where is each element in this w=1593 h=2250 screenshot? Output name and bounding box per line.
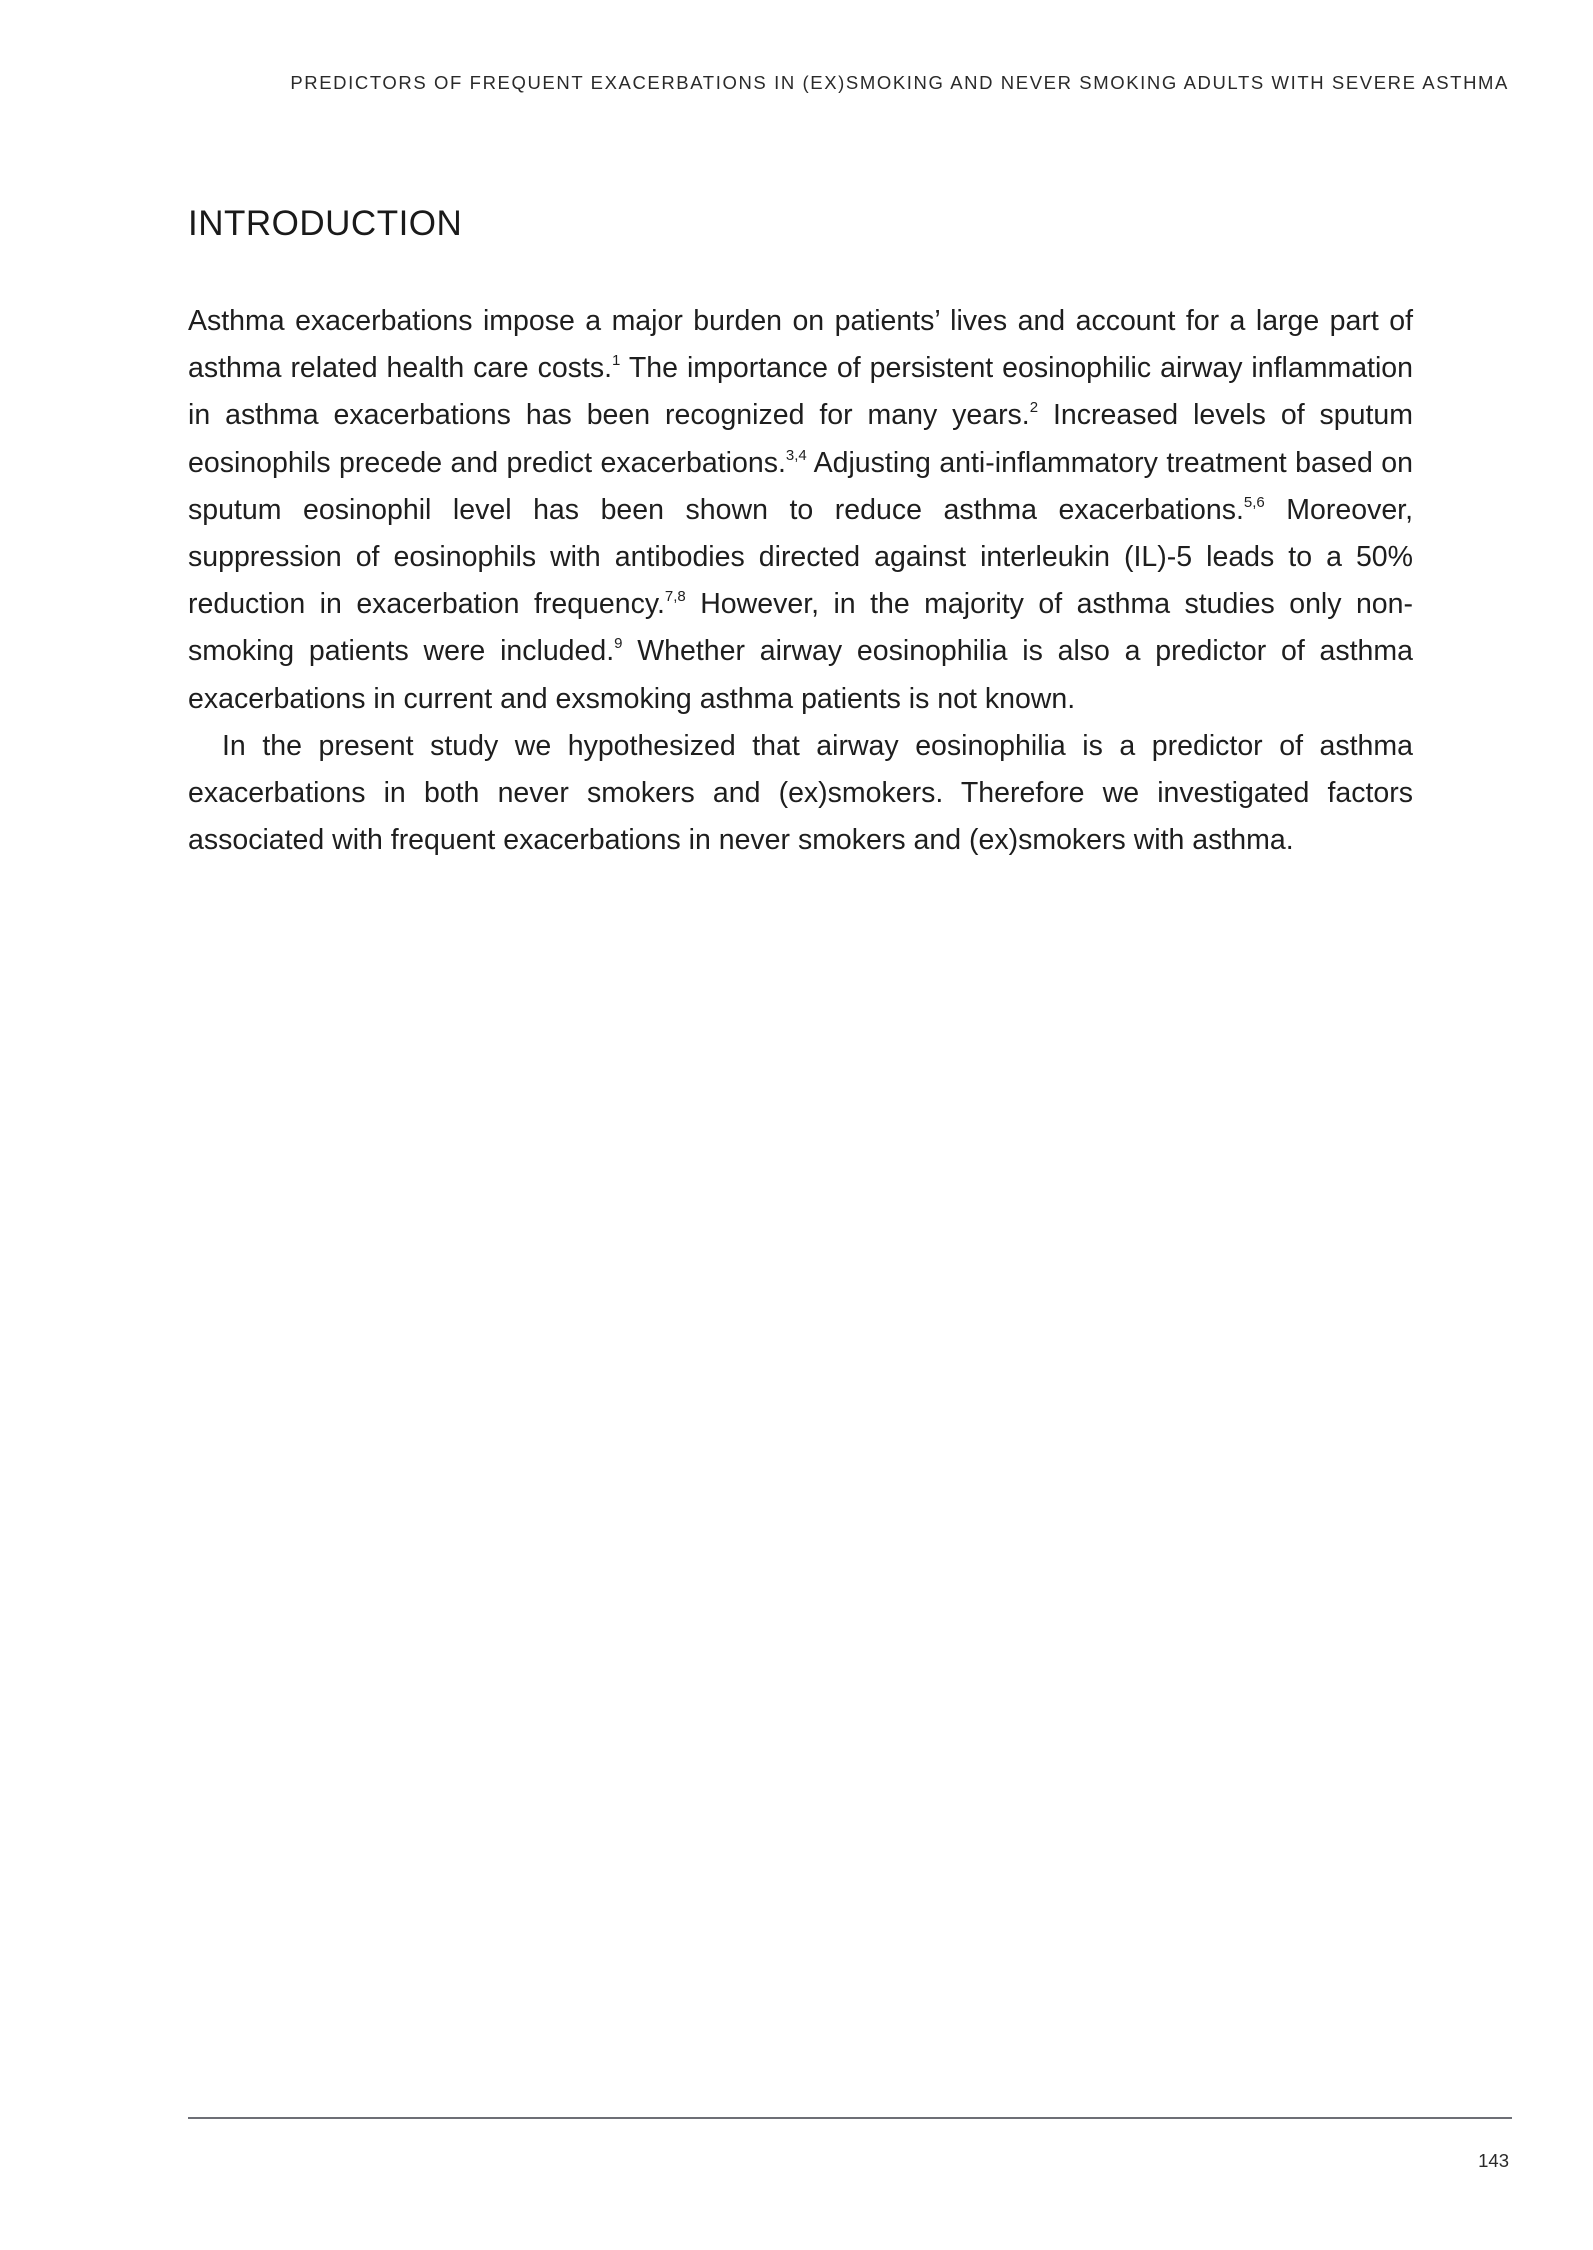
sentence-3: Increased levels of sputum eosinophils precede and predict exacerbations. <box>188 399 1413 479</box>
citation-ref: 9 <box>614 635 623 653</box>
citation-ref: 5,6 <box>1243 493 1265 511</box>
sentence-7: Whether airway eosinophilia is also a predictor of asthma exacerbations in current and exsmoking asthma patients is not known. <box>188 635 1413 715</box>
sentence-1: Asthma exacerbations impose a major burden on patients’ lives and account for a large part of asthma related health care costs. <box>188 305 1413 385</box>
body-text <box>188 298 1413 864</box>
citation-ref: 2 <box>1029 399 1039 417</box>
footer-divider <box>188 2117 1512 2119</box>
citation-ref: 7,8 <box>664 588 686 606</box>
sentence-6: However, in the majority of asthma studies only non-smoking patients were included. <box>188 588 1413 668</box>
citation-ref: 3,4 <box>785 446 807 464</box>
citation-ref: 1 <box>612 352 621 370</box>
page-number: 143 <box>1478 2150 1509 2171</box>
paragraph-1 <box>188 298 1413 723</box>
sentence-5: Moreover, suppression of eosinophils with antibodies directed against interleukin (IL)-5 leads to a 50% reduction in exacerbation frequency. <box>188 493 1414 621</box>
paragraph-2: In the present study we hypothesized that airway eosinophilia is a predictor of asthma exacerbations in both never smokers and (ex)smokers. Therefore we investigated factors associated with frequent exacerbations in never smokers and (ex)smokers with asthma. <box>188 729 1413 857</box>
sentence-4: Adjusting anti-inflammatory treatment based on sputum eosinophil level has been shown to reduce asthma exacerbations. <box>188 446 1413 526</box>
section-heading: INTRODUCTION <box>188 204 463 243</box>
sentence-2: The importance of persistent eosinophilic airway inflammation in asthma exacerbations has been recognized for many years. <box>188 352 1413 432</box>
running-header: PREDICTORS OF FREQUENT EXACERBATIONS IN (EX)SMOKING AND NEVER SMOKING ADULTS WITH SEVERE ASTHMA <box>290 72 1509 93</box>
